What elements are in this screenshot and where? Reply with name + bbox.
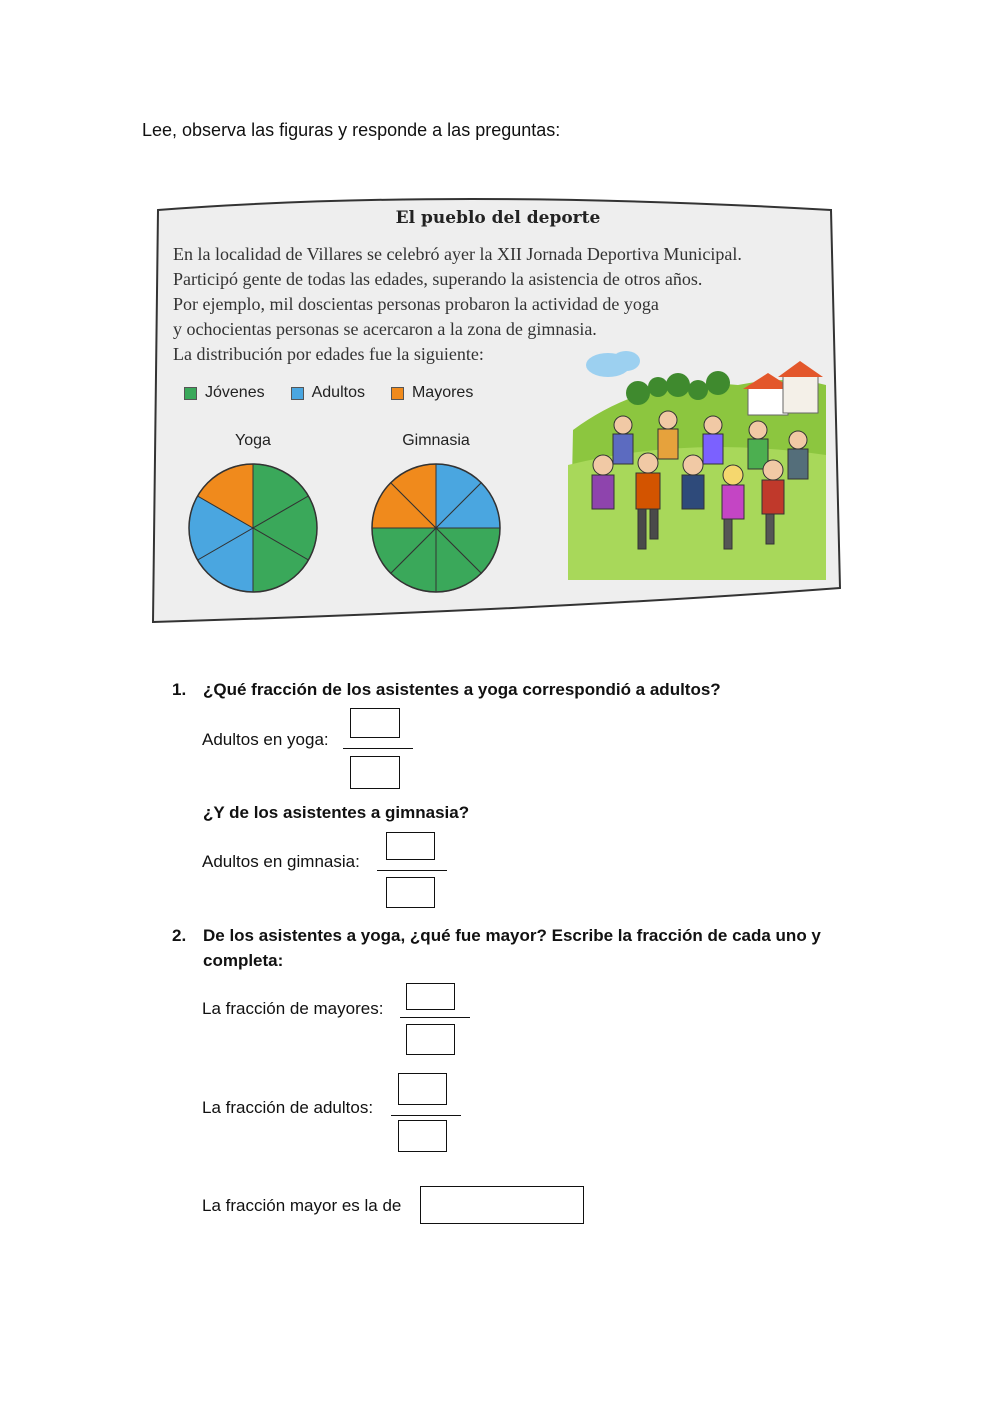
question-2-text-line-1: De los asistentes a yoga, ¿qué fue mayor? Escribe la fracción de cada uno y [203, 926, 821, 945]
fraction-line [343, 748, 413, 749]
gimnasia-adultos-numerator-input[interactable] [386, 832, 435, 860]
news-card [148, 190, 848, 630]
legend-swatch-jovenes [184, 387, 197, 400]
question-2-number: 2. [172, 926, 187, 945]
chart-legend [184, 384, 473, 402]
yoga-adultos-denominator-input[interactable] [350, 756, 400, 789]
mayores-numerator-input[interactable] [406, 983, 455, 1010]
fraction-line [377, 870, 447, 871]
legend-swatch-adultos [291, 387, 304, 400]
adultos-numerator-input[interactable] [398, 1073, 447, 1105]
pie-title-gimnasia: Gimnasia [402, 432, 470, 449]
fraccion-mayor-answer-input[interactable] [420, 1186, 584, 1224]
legend-label: Mayores [411, 384, 474, 401]
legend-item-jovenes [184, 384, 265, 402]
card-line: Participó gente de todas las edades, superando la asistencia de otros años. [173, 269, 703, 289]
mayores-denominator-input[interactable] [406, 1024, 455, 1055]
legend-swatch-mayores [391, 387, 404, 400]
card-line: La distribución por edades fue la siguiente: [173, 344, 484, 364]
legend-item-adultos [291, 384, 365, 402]
legend-label: Adultos [311, 384, 365, 401]
question-2-text-line-2: completa: [203, 951, 284, 970]
fraction-line [400, 1017, 470, 1018]
fraction-line [391, 1115, 461, 1116]
legend-item-mayores [391, 384, 473, 402]
prompt-adultos-yoga: Adultos en yoga: [202, 730, 329, 749]
card-title: El pueblo del deporte [395, 208, 601, 228]
instruction-text: Lee, observa las figuras y responde a las preguntas: [142, 120, 561, 140]
question-1-text: ¿Qué fracción de los asistentes a yoga correspondió a adultos? [203, 680, 721, 699]
adultos-denominator-input[interactable] [398, 1120, 447, 1152]
pie-chart-gimnasia [366, 458, 506, 598]
question-1-subquestion: ¿Y de los asistentes a gimnasia? [203, 803, 470, 822]
prompt-fraccion-mayores: La fracción de mayores: [202, 999, 384, 1018]
card-line: y ochocientas personas se acercaron a la zona de gimnasia. [173, 319, 597, 339]
pie-chart-yoga [183, 458, 323, 598]
card-line: Por ejemplo, mil doscientas personas probaron la actividad de yoga [173, 294, 659, 314]
prompt-fraccion-adultos: La fracción de adultos: [202, 1098, 374, 1117]
yoga-group-illustration [568, 345, 828, 580]
pie-title-yoga: Yoga [235, 432, 271, 449]
legend-label: Jóvenes [205, 384, 265, 401]
prompt-fraccion-mayor: La fracción mayor es la de [202, 1196, 402, 1215]
question-1-number: 1. [172, 680, 187, 699]
gimnasia-adultos-denominator-input[interactable] [386, 877, 435, 908]
yoga-adultos-numerator-input[interactable] [350, 708, 400, 738]
prompt-adultos-gimnasia: Adultos en gimnasia: [202, 852, 360, 871]
card-line: En la localidad de Villares se celebró ayer la XII Jornada Deportiva Municipal. [173, 244, 742, 264]
